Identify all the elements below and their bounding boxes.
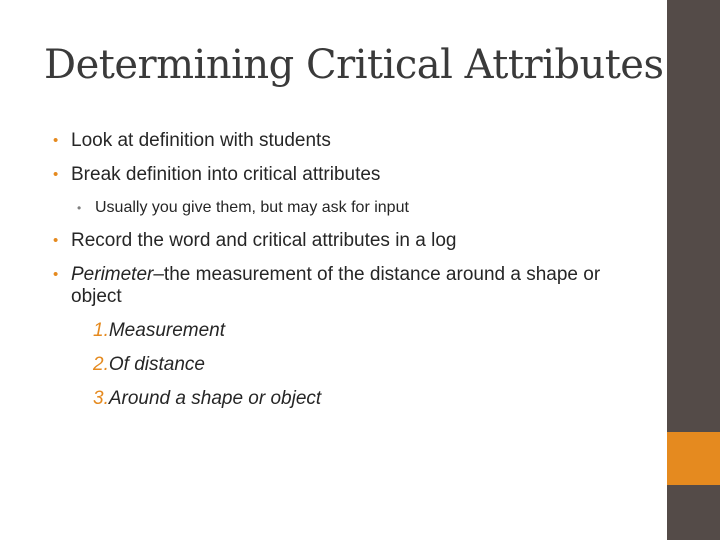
definition-text: –the measurement of the distance around a shape or object: [71, 264, 601, 307]
slide-content: [53, 130, 653, 422]
sub-bullet-text: Usually you give them, but may ask for input: [95, 199, 409, 216]
attribute-text: Measurement: [108, 320, 226, 341]
bullet-3-text: Record the word and critical attributes in a log: [71, 230, 457, 251]
bullet-2: [53, 164, 653, 186]
attribute-item: [71, 354, 653, 376]
bullet-1: [53, 130, 653, 152]
sidebar-accent-block: [667, 432, 720, 485]
attribute-list: [71, 320, 653, 410]
bullet-4: [53, 264, 653, 410]
attribute-number: 2.: [93, 354, 109, 375]
attribute-item: [71, 320, 653, 342]
bullet-3: [53, 230, 653, 252]
bullet-dot-icon: •: [53, 166, 59, 183]
attribute-text: Of distance: [108, 354, 205, 375]
slide-title: Determining Critical Attributes: [44, 42, 664, 88]
bullet-1-text: Look at definition with students: [71, 130, 331, 151]
sub-bullet-dot-icon: •: [77, 201, 82, 215]
bullet-2-text: Break definition into critical attributes: [71, 164, 381, 185]
bullet-dot-icon: •: [53, 232, 59, 249]
sub-bullet: [53, 198, 653, 218]
attribute-item: [71, 388, 653, 410]
bullet-dot-icon: •: [53, 266, 59, 283]
attribute-text: Around a shape or object: [108, 388, 322, 409]
attribute-number: 1.: [93, 320, 109, 341]
attribute-number: 3.: [93, 388, 109, 409]
bullet-dot-icon: •: [53, 132, 59, 149]
definition-term: Perimeter: [71, 264, 154, 285]
